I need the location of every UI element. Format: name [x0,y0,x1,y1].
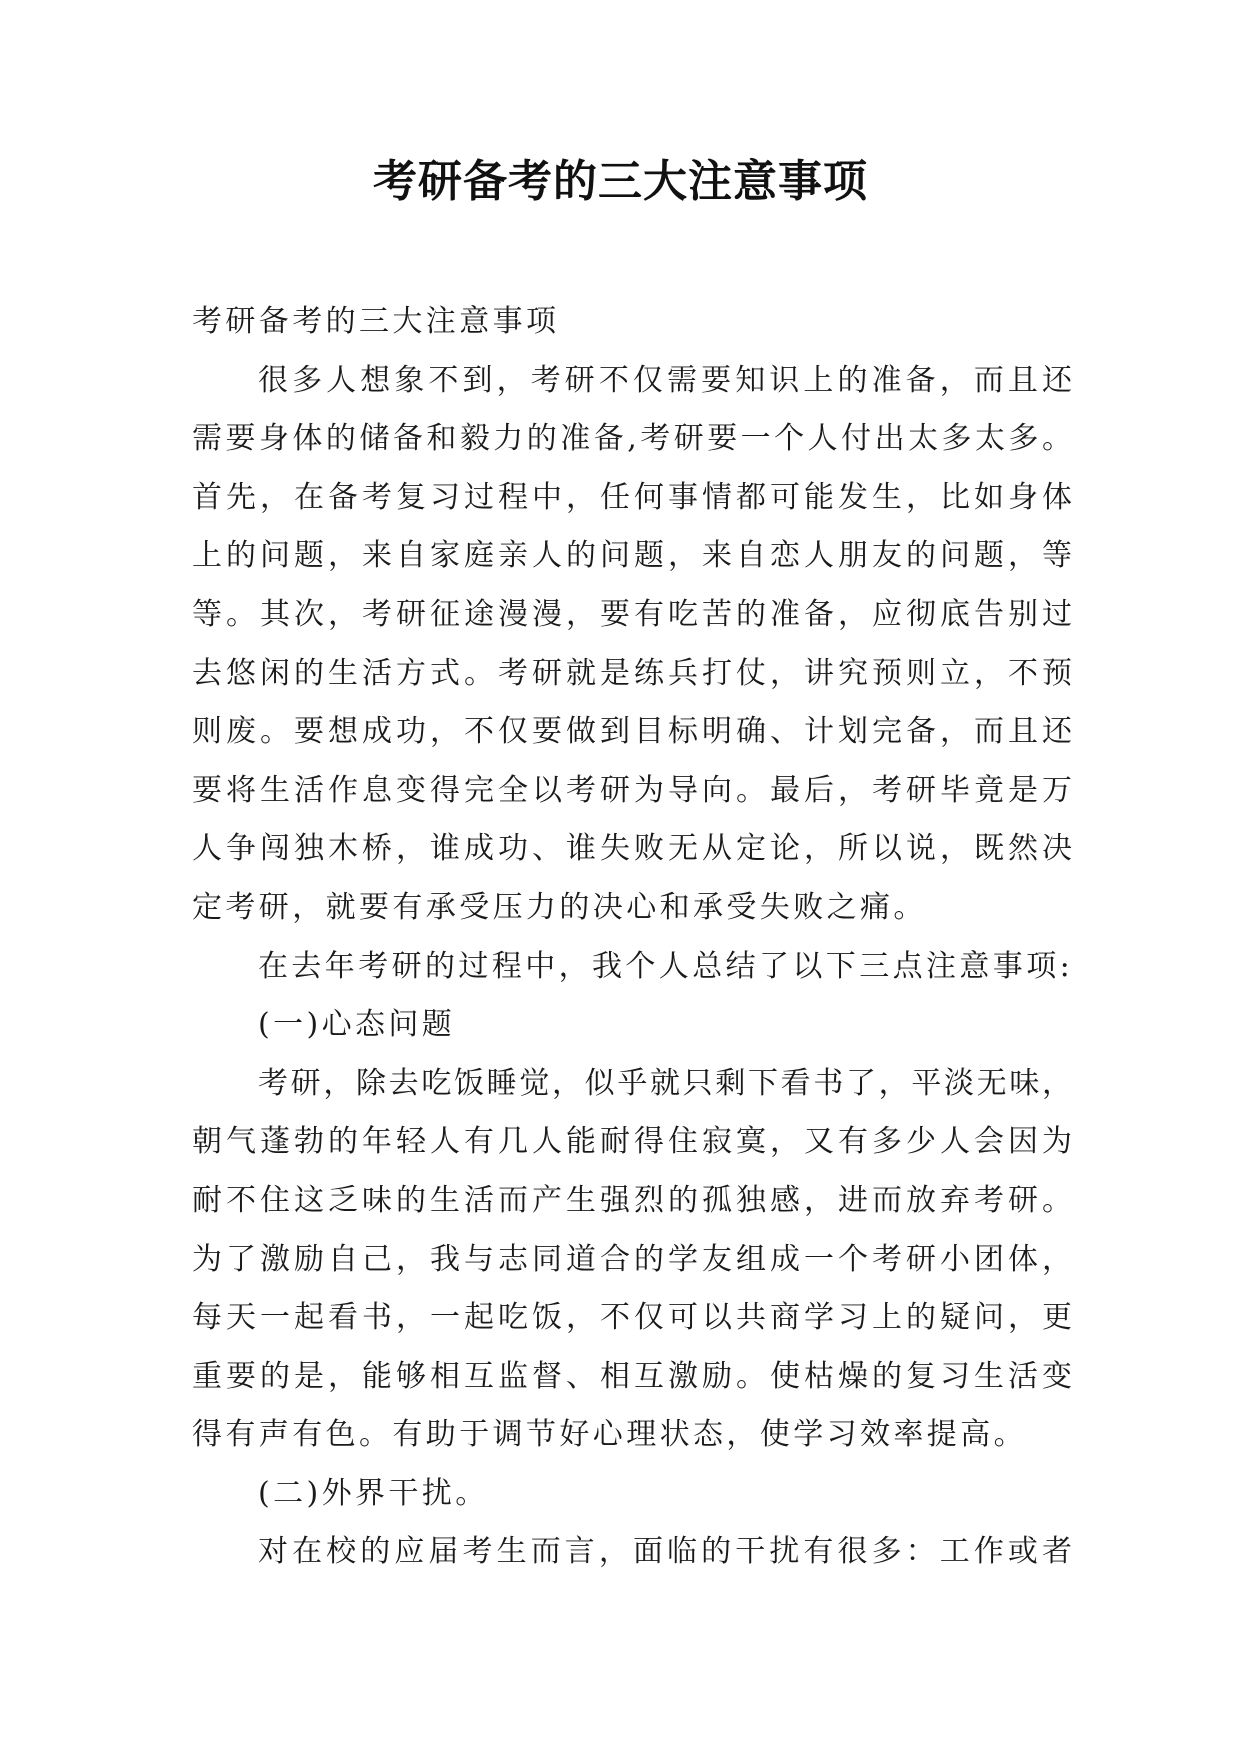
paragraph-line: 耐不住这乏味的生活而产生强烈的孤独感，进而放弃考研。 [192,1182,1072,1218]
document-body [192,293,1072,1582]
paragraph-line: 每天一起看书，一起吃饭，不仅可以共商学习上的疑问，更 [192,1300,1072,1336]
paragraph-line: 要将生活作息变得完全以考研为导向。最后，考研毕竟是万 [192,772,1072,808]
paragraph-line: 人争闯独木桥，谁成功、谁失败无从定论，所以说，既然决 [192,831,1072,867]
paragraph-line: 得有声有色。有助于调节好心理状态，使学习效率提高。 [192,1417,1027,1453]
subtitle-line: 考研备考的三大注意事项 [192,304,560,339]
paragraph-line: 在去年考研的过程中，我个人总结了以下三点注意事项: [258,948,1074,984]
paragraph-line: 上的问题，来自家庭亲人的问题，来自恋人朋友的问题，等 [192,538,1072,574]
paragraph-line: 首先，在备考复习过程中，任何事情都可能发生，比如身体 [192,479,1072,515]
paragraph-line: 定考研，就要有承受压力的决心和承受失败之痛。 [192,889,927,925]
paragraph-line: 则废。要想成功，不仅要做到目标明确、计划完备，而且还 [192,714,1072,750]
paragraph-line: 很多人想象不到，考研不仅需要知识上的准备，而且还 [258,362,1072,398]
paragraph-line: 朝气蓬勃的年轻人有几人能耐得住寂寞，又有多少人会因为 [192,1124,1072,1160]
section-heading: (一)心态问题 [258,1007,456,1043]
document-title: 考研备考的三大注意事项 [373,156,868,207]
paragraph-line: 为了激励自己，我与志同道合的学友组成一个考研小团体， [192,1241,1072,1277]
paragraph-line: 等。其次，考研征途漫漫，要有吃苦的准备，应彻底告别过 [192,596,1072,632]
paragraph-line: 对在校的应届考生而言，面临的干扰有很多：工作或者 [258,1534,1072,1570]
paragraph-line: 去悠闲的生活方式。考研就是练兵打仗，讲究预则立，不预 [192,655,1072,691]
section-heading: (二)外界干扰。 [258,1475,489,1511]
paragraph-line: 考研，除去吃饭睡觉，似乎就只剩下看书了，平淡无味， [258,1065,1072,1101]
paragraph-line: 需要身体的储备和毅力的准备,考研要一个人付出太多太多。 [192,421,1072,457]
paragraph-line: 重要的是，能够相互监督、相互激励。使枯燥的复习生活变 [192,1358,1072,1394]
